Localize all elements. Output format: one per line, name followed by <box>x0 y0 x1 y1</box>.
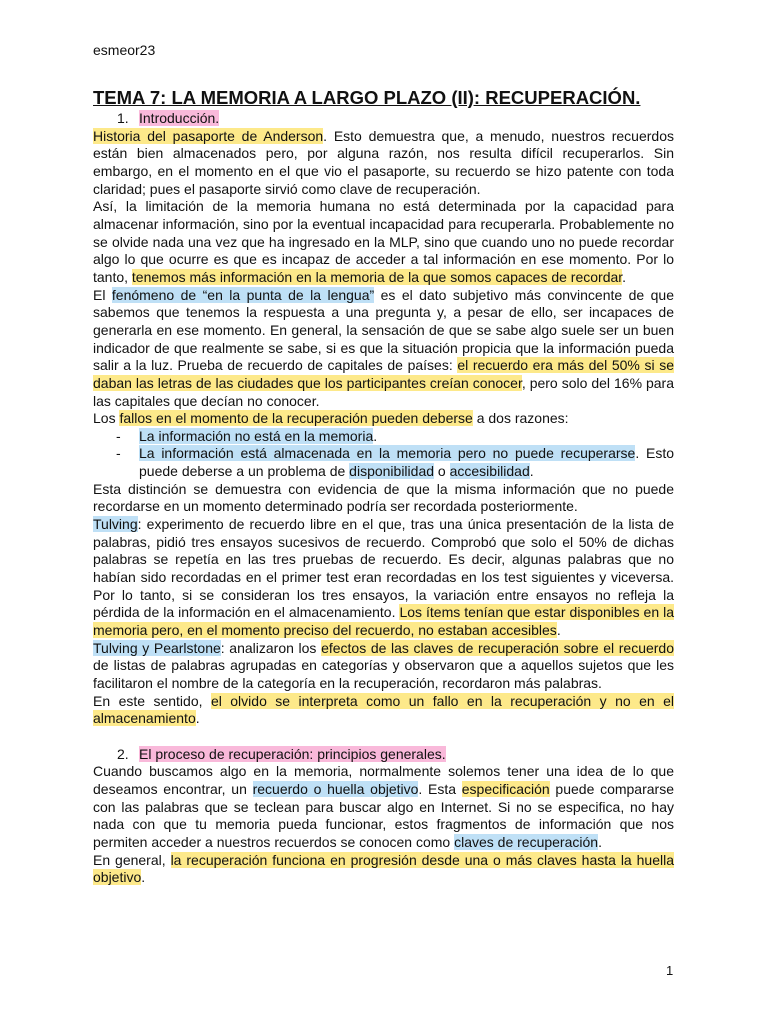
text-run: Los <box>93 410 120 427</box>
text-run: . <box>529 463 534 480</box>
page-header-author: esmeor23 <box>93 42 156 58</box>
text-run: o <box>434 463 450 480</box>
list-item <box>93 428 674 446</box>
highlight-blue: claves de recuperación <box>454 833 599 850</box>
paragraph-fallos <box>93 410 674 428</box>
highlight-blue: disponibilidad <box>349 463 435 480</box>
text-run: a dos razones: <box>472 410 569 427</box>
highlight-yellow: efectos de las claves de recuperación sobre el recuerdo <box>321 639 675 656</box>
highlight-blue: Tulving <box>93 516 138 533</box>
highlight-yellow: Historia del pasaporte de Anderson <box>93 127 324 144</box>
text-run: , pero solo del 16% para las capitales que decían no conocer. <box>93 374 675 409</box>
text-run: Cuando buscamos algo en la memoria, normalmente solemos tener una idea de lo que deseamos encontrar, un <box>93 763 674 797</box>
section-number: 2. <box>117 745 129 762</box>
page-number: 1 <box>666 963 674 978</box>
section-number: 1. <box>117 110 129 126</box>
text-run: puede compararse con las palabras que se teclean para buscar algo en Internet. Si no se especifica, no hay nada con que tu memoria pueda funcionar, estos fragmentos de información que nos permiten acceder a nuestros recuerdos se conocen como <box>93 780 674 850</box>
highlight-blue: recuerdo o huella objetivo <box>252 780 419 797</box>
text-run: El <box>93 286 112 303</box>
highlight-yellow: tenemos más información en la memoria de la que somos capaces de recordar <box>131 268 623 285</box>
text-run: . <box>141 869 146 886</box>
section-heading-1 <box>93 110 674 128</box>
text-run: Así, la limitación de la memoria humana no está determinada por la capacidad para almacenar información, sino por la eventual incapacidad para recuperarla. Probablemente no se olvide nada una vez que ha ingresado en la MLP, sino que cuando uno no puede recordar algo lo que ocurre es que es incapaz de acceder a tal información en ese momento. Por lo tanto, <box>93 198 674 285</box>
text-run: . <box>622 268 627 285</box>
section-title: El proceso de recuperación: principios generales. <box>139 745 446 762</box>
text-run: . <box>598 833 602 850</box>
text-run: En este sentido, <box>93 692 211 709</box>
paragraph-limitacion <box>93 198 674 286</box>
text-run: . <box>373 427 378 444</box>
text-run: . Esto puede deberse a un problema de <box>139 445 674 480</box>
blank-line <box>93 728 674 746</box>
dash-bullet: - <box>116 445 121 462</box>
text-run: : experimento de recuerdo libre en el que, tras una única presentación de la lista de palabras, pidió tres ensayos sucesivos de recuerdo. Comprobó que solo el 50% de dichas palabras se repetía en las tres pruebas de recuerdo. Es decir, algunas palabras que no habían sido recordadas en el primer test eran recordadas en los test siguientes y viceversa. Por lo tanto, si se consideran los tres ensayos, la variación entre ensayos no refleja la pérdida de la información en el almacenamiento. <box>93 516 674 621</box>
paragraph-progresion <box>93 852 674 887</box>
highlight-yellow: el recuerdo era más del 50% si se daban las letras de las ciudades que los participantes creían conocer <box>93 357 674 391</box>
paragraph-punta-lengua <box>93 287 674 411</box>
highlight-yellow: el olvido se interpreta como un fallo en la recuperación y no en el almacenamiento <box>93 692 674 727</box>
paragraph-distincion <box>93 481 674 516</box>
document-title: TEMA 7: LA MEMORIA A LARGO PLAZO (II): RECUPERACIÓN. <box>93 87 641 108</box>
highlight-blue: accesibilidad <box>449 463 530 480</box>
list-item <box>93 445 674 480</box>
text-run: : analizaron los <box>220 639 322 656</box>
text-run: En general, <box>93 851 171 868</box>
text-run: de listas de palabras agrupadas en categorías y observaron que a aquellos sujetos que les facilitaron el nombre de la categoría en la recuperación, recordaron más palabras. <box>93 657 674 691</box>
highlight-yellow: fallos en el momento de la recuperación pueden deberse <box>119 410 473 427</box>
highlight-blue: La información no está en la memoria <box>139 427 374 444</box>
highlight-blue: Tulving y Pearlstone <box>93 639 221 656</box>
text-run: Esta distinción se demuestra con evidencia de que la misma información que no puede recordarse en un momento determinado podría ser recordada posteriormente. <box>93 480 674 515</box>
section-title: Introducción. <box>139 110 220 126</box>
text-run: . <box>195 710 200 727</box>
text-run: . Esto demuestra que, a menudo, nuestros recuerdos están bien almacenados pero, por alguna razón, nos resulta difícil recuperarlos. Sin embargo, en el momento en el que vio el pasaporte, su recuerdo se hizo patente con toda claridad; pues el pasaporte sirvió como clave de recuperación. <box>93 127 674 197</box>
section-heading-2 <box>93 746 674 764</box>
highlight-yellow: especificación <box>461 780 550 797</box>
highlight-blue: La información está almacenada en la memoria pero no puede recuperarse <box>139 445 636 462</box>
text-run: es el dato subjetivo más convincente de que sabemos que tenemos la respuesta a una pregunta y, a pesar de ello, ser incapaces de generarla en ese momento. En general, la sensación de que se sabe algo suele ser un buen indicador de que realmente se sabe, si es que la situación propicia que la información pueda salir a la luz. Prueba de recuerdo de capitales de países: <box>93 286 674 374</box>
paragraph-tulving-pearlstone <box>93 640 674 693</box>
dash-bullet: - <box>116 427 121 444</box>
paragraph-anderson <box>93 128 674 199</box>
document-body <box>93 110 674 887</box>
highlight-yellow: Los ítems tenían que estar disponibles en la memoria pero, en el momento preciso del recuerdo, no estaban accesibles <box>93 604 674 639</box>
text-run: . <box>556 622 561 639</box>
paragraph-busqueda <box>93 763 674 851</box>
highlight-blue: fenómeno de “en la punta de la lengua” <box>111 286 375 303</box>
highlight-yellow: la recuperación funciona en progresión desde una o más claves hasta la huella objetivo <box>93 851 675 886</box>
paragraph-olvido <box>93 693 674 728</box>
text-run: . Esta <box>418 780 462 797</box>
paragraph-tulving <box>93 516 674 640</box>
